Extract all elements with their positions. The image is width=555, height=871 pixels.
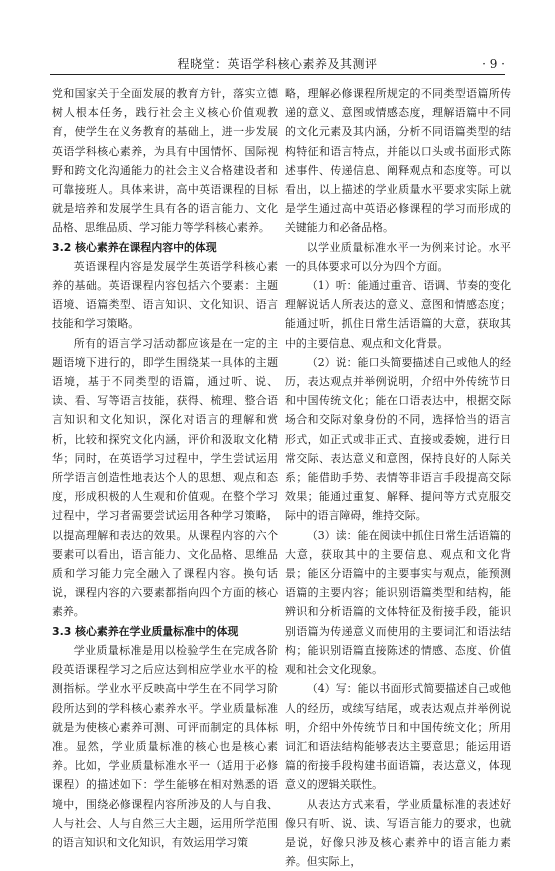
paragraph: （4）写：能以书面形式简要描述自己或他人的经历，或续写结尾，或表达观点并举例说明，介绍中外传统节日和中国传统文化；所用词汇和语法结构能够表达主要意思；能运用语篇的衔接手段构建书面语篇，表达意义，体现意义的逻辑关联性。 — [285, 682, 511, 792]
paragraph: 学业质量标准是用以检验学生在完成各阶段英语课程学习之后应达到相应学业水平的检测指标。学业水平反映高中学生在不同学习阶段所达到的学科核心素养水平。学业质量标准就是为使核心素养可测、可评而制定的具体标准。显然，学业质量标准的核心也是核心素养。比如，学业质量标准水平一（适用于必修课程）的描述如下：学生能够在相对熟悉的语境中，围绕必修课程内容所涉及的人与自我、人与社会、人与自然三大主题，运用所学范围的语言知识和文化知识，有效运用学习策 — [52, 643, 278, 849]
left-column — [52, 84, 278, 852]
running-header — [50, 56, 505, 75]
paragraph: 以学业质量标准水平一为例来讨论。水平一的具体要求可以分为四个方面。 — [285, 240, 511, 273]
right-column — [285, 84, 511, 871]
section-heading-3-2: 3.2 核心素养在课程内容中的体现 — [52, 240, 217, 254]
paragraph: （1）听：能通过重音、语调、节奏的变化理解说话人所表达的意义、意图和情感态度；能通过听，抓住日常生活语篇的大意，获取其中的主要信息、观点和文化背景。 — [285, 279, 511, 350]
paragraph: 从表达方式来看，学业质量标准的表述好像只有听、说、读、写语言能力的要求，也就是说，好像只涉及核心素养中的语言能力素养。但实际上， — [285, 797, 511, 869]
paragraph: 略，理解必修课程所规定的不同类型语篇所传递的意义、意图或情感态度，理解语篇中不同的文化元素及其内涵，分析不同语篇类型的结构特征和语言特点，并能以口头或书面形式陈述事件、传递信息、阐释观点和态度等。可以看出，以上描述的学业质量水平要求实际上就是学生通过高中英语必修课程的学习而形成的关键能力和必备品格。 — [285, 87, 511, 235]
section-heading-3-3: 3.3 核心素养在学业质量标准中的体现 — [52, 624, 239, 638]
paragraph: 英语课程内容是发展学生英语学科核心素养的基础。英语课程内容包括六个要素：主题语境、语篇类型、语言知识、文化知识、语言技能和学习策略。 — [52, 259, 278, 331]
running-title: 程晓堂：英语学科核心素养及其测评 — [177, 57, 378, 71]
paragraph: 所有的语言学习活动都应该是在一定的主题语境下进行的，即学生围绕某一具体的主题语境，基于不同类型的语篇，通过听、说、读、看、写等语言技能，获得、梳理、整合语言知识和文化知识，深化对语言的理解和赏析，比较和探究文化内涵，评价和汲取文化精华；同时，在英语学习过程中，学生尝试运用所学语言创造性地表达个人的思想、观点和态度，形成积极的人生观和价值观。在整个学习过程中，学习者需要尝试运用各种学习策略，以提高理解和表达的效果。从课程内容的六个要素可以看出，语言能力、文化品格、思维品质和学习能力完全融入了课程内容。换句话说，课程内容的六要素都指向四个方面的核心素养。 — [52, 336, 278, 619]
page-number: · 9 · — [482, 57, 505, 71]
paragraph: （2）说：能口头简要描述自己或他人的经历，表达观点并举例说明，介绍中外传统节日和中国传统文化；能在口语表达中，根据交际场合和交际对象身份的不同，选择恰当的语言形式，如正式或非正式、直接或委婉，进行日常交际、表达意义和意图，保持良好的人际关系；能借助手势、表情等非语言手段提高交际效果；能通过重复、解释、提问等方式克服交际中的语言障碍，维持交际。 — [285, 355, 511, 523]
paragraph: 党和国家关于全面发展的教育方针，落实立德树人根本任务，践行社会主义核心价值观教育，使学生在义务教育的基础上，进一步发展英语学科核心素养，为具有中国情怀、国际视野和跨文化沟通能力的社会主义合格建设者和可靠接班人。具体来讲，高中英语课程的目标就是培养和发展学生具有各的语言能力、文化品格、思维品质、学习能力等学科核心素养。 — [52, 87, 278, 235]
paragraph: （3）读：能在阅读中抓住日常生活语篇的大意，获取其中的主要信息、观点和文化背景；能区分语篇中的主要事实与观点，能预测语篇的主要内容；能识别语篇类型和结构，能辨识和分析语篇的文体特征及衔接手段，能识别语篇为传递意义而使用的主要词汇和语法结构；能识别语篇直接陈述的情感、态度、价值观和社会文化现象。 — [285, 528, 511, 677]
